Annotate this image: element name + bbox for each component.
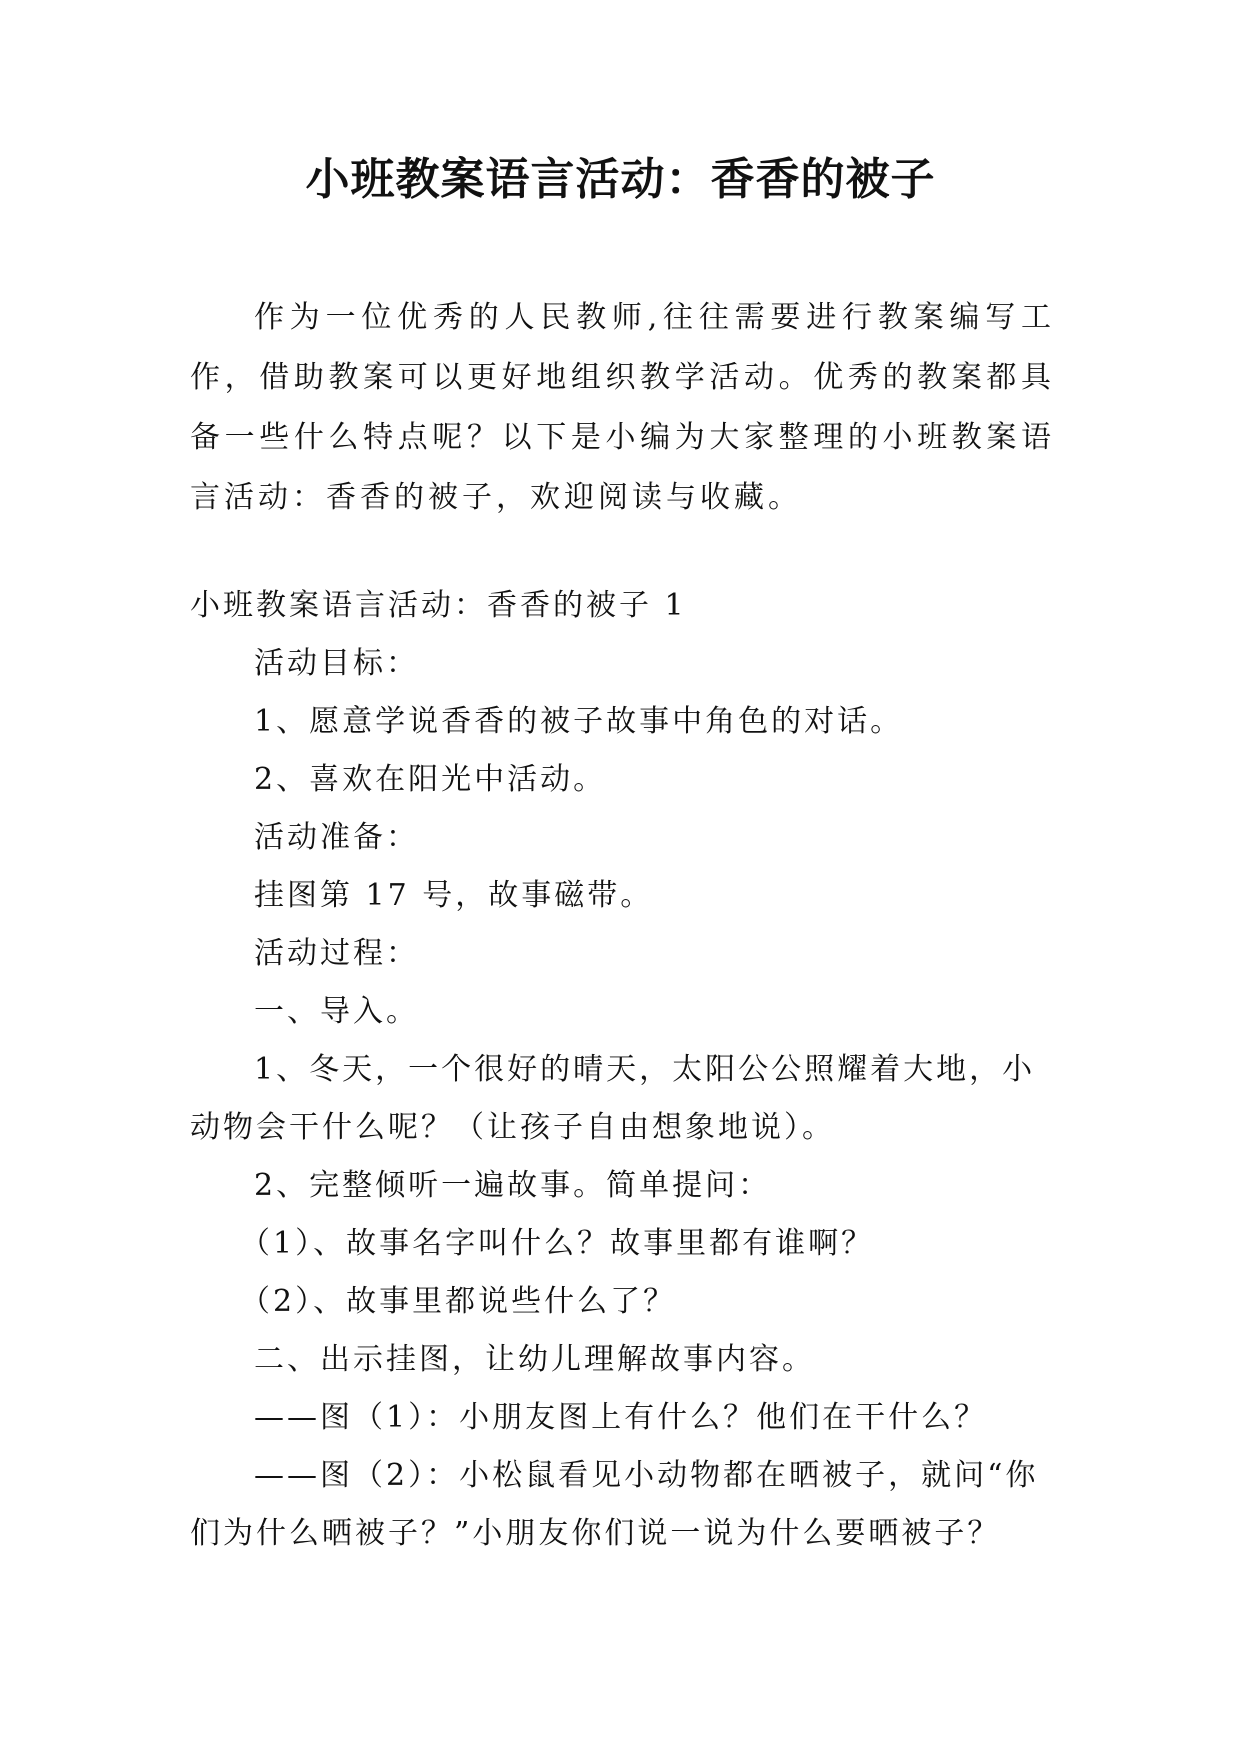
- document-title: 小班教案语言活动：香香的被子: [305, 154, 936, 205]
- document-body: [190, 577, 1055, 1563]
- process-heading: 活动过程：: [254, 936, 419, 971]
- goals-heading: 活动目标：: [254, 646, 419, 681]
- process-step: 2、完整倾听一遍故事。简单提问：: [254, 1168, 772, 1203]
- picture-step: ——图（1）：小朋友图上有什么？他们在干什么？: [254, 1400, 988, 1435]
- process-question: （2）、故事里都说些什么了？: [240, 1284, 677, 1319]
- picture-step: ——图（2）：小松鼠看见小动物都在晒被子，就问“你们为什么晒被子？”小朋友你们说一说为什么要晒被子？: [190, 1458, 1039, 1551]
- preparation-text: 挂图第 17 号，故事磁带。: [254, 878, 654, 913]
- preparation-heading: 活动准备：: [254, 820, 419, 855]
- intro-paragraph: 作为一位优秀的人民教师,往往需要进行教案编写工作，借助教案可以更好地组织教学活动。优秀的教案都具备一些什么特点呢？以下是小编为大家整理的小班教案语言活动：香香的被子，欢迎阅读与收藏。: [190, 300, 1055, 515]
- process-step: 二、出示挂图，让幼儿理解故事内容。: [254, 1342, 815, 1377]
- section-heading: 小班教案语言活动：香香的被子 1: [190, 588, 687, 623]
- process-step: 1、冬天，一个很好的晴天，太阳公公照耀着大地，小动物会干什么呢？（让孩子自由想象地说）。: [190, 1052, 1036, 1145]
- goal-item: 1、愿意学说香香的被子故事中角色的对话。: [254, 704, 904, 739]
- process-question: （1）、故事名字叫什么？故事里都有谁啊？: [240, 1226, 875, 1261]
- process-step: 一、导入。: [254, 994, 419, 1029]
- goal-item: 2、喜欢在阳光中活动。: [254, 762, 607, 797]
